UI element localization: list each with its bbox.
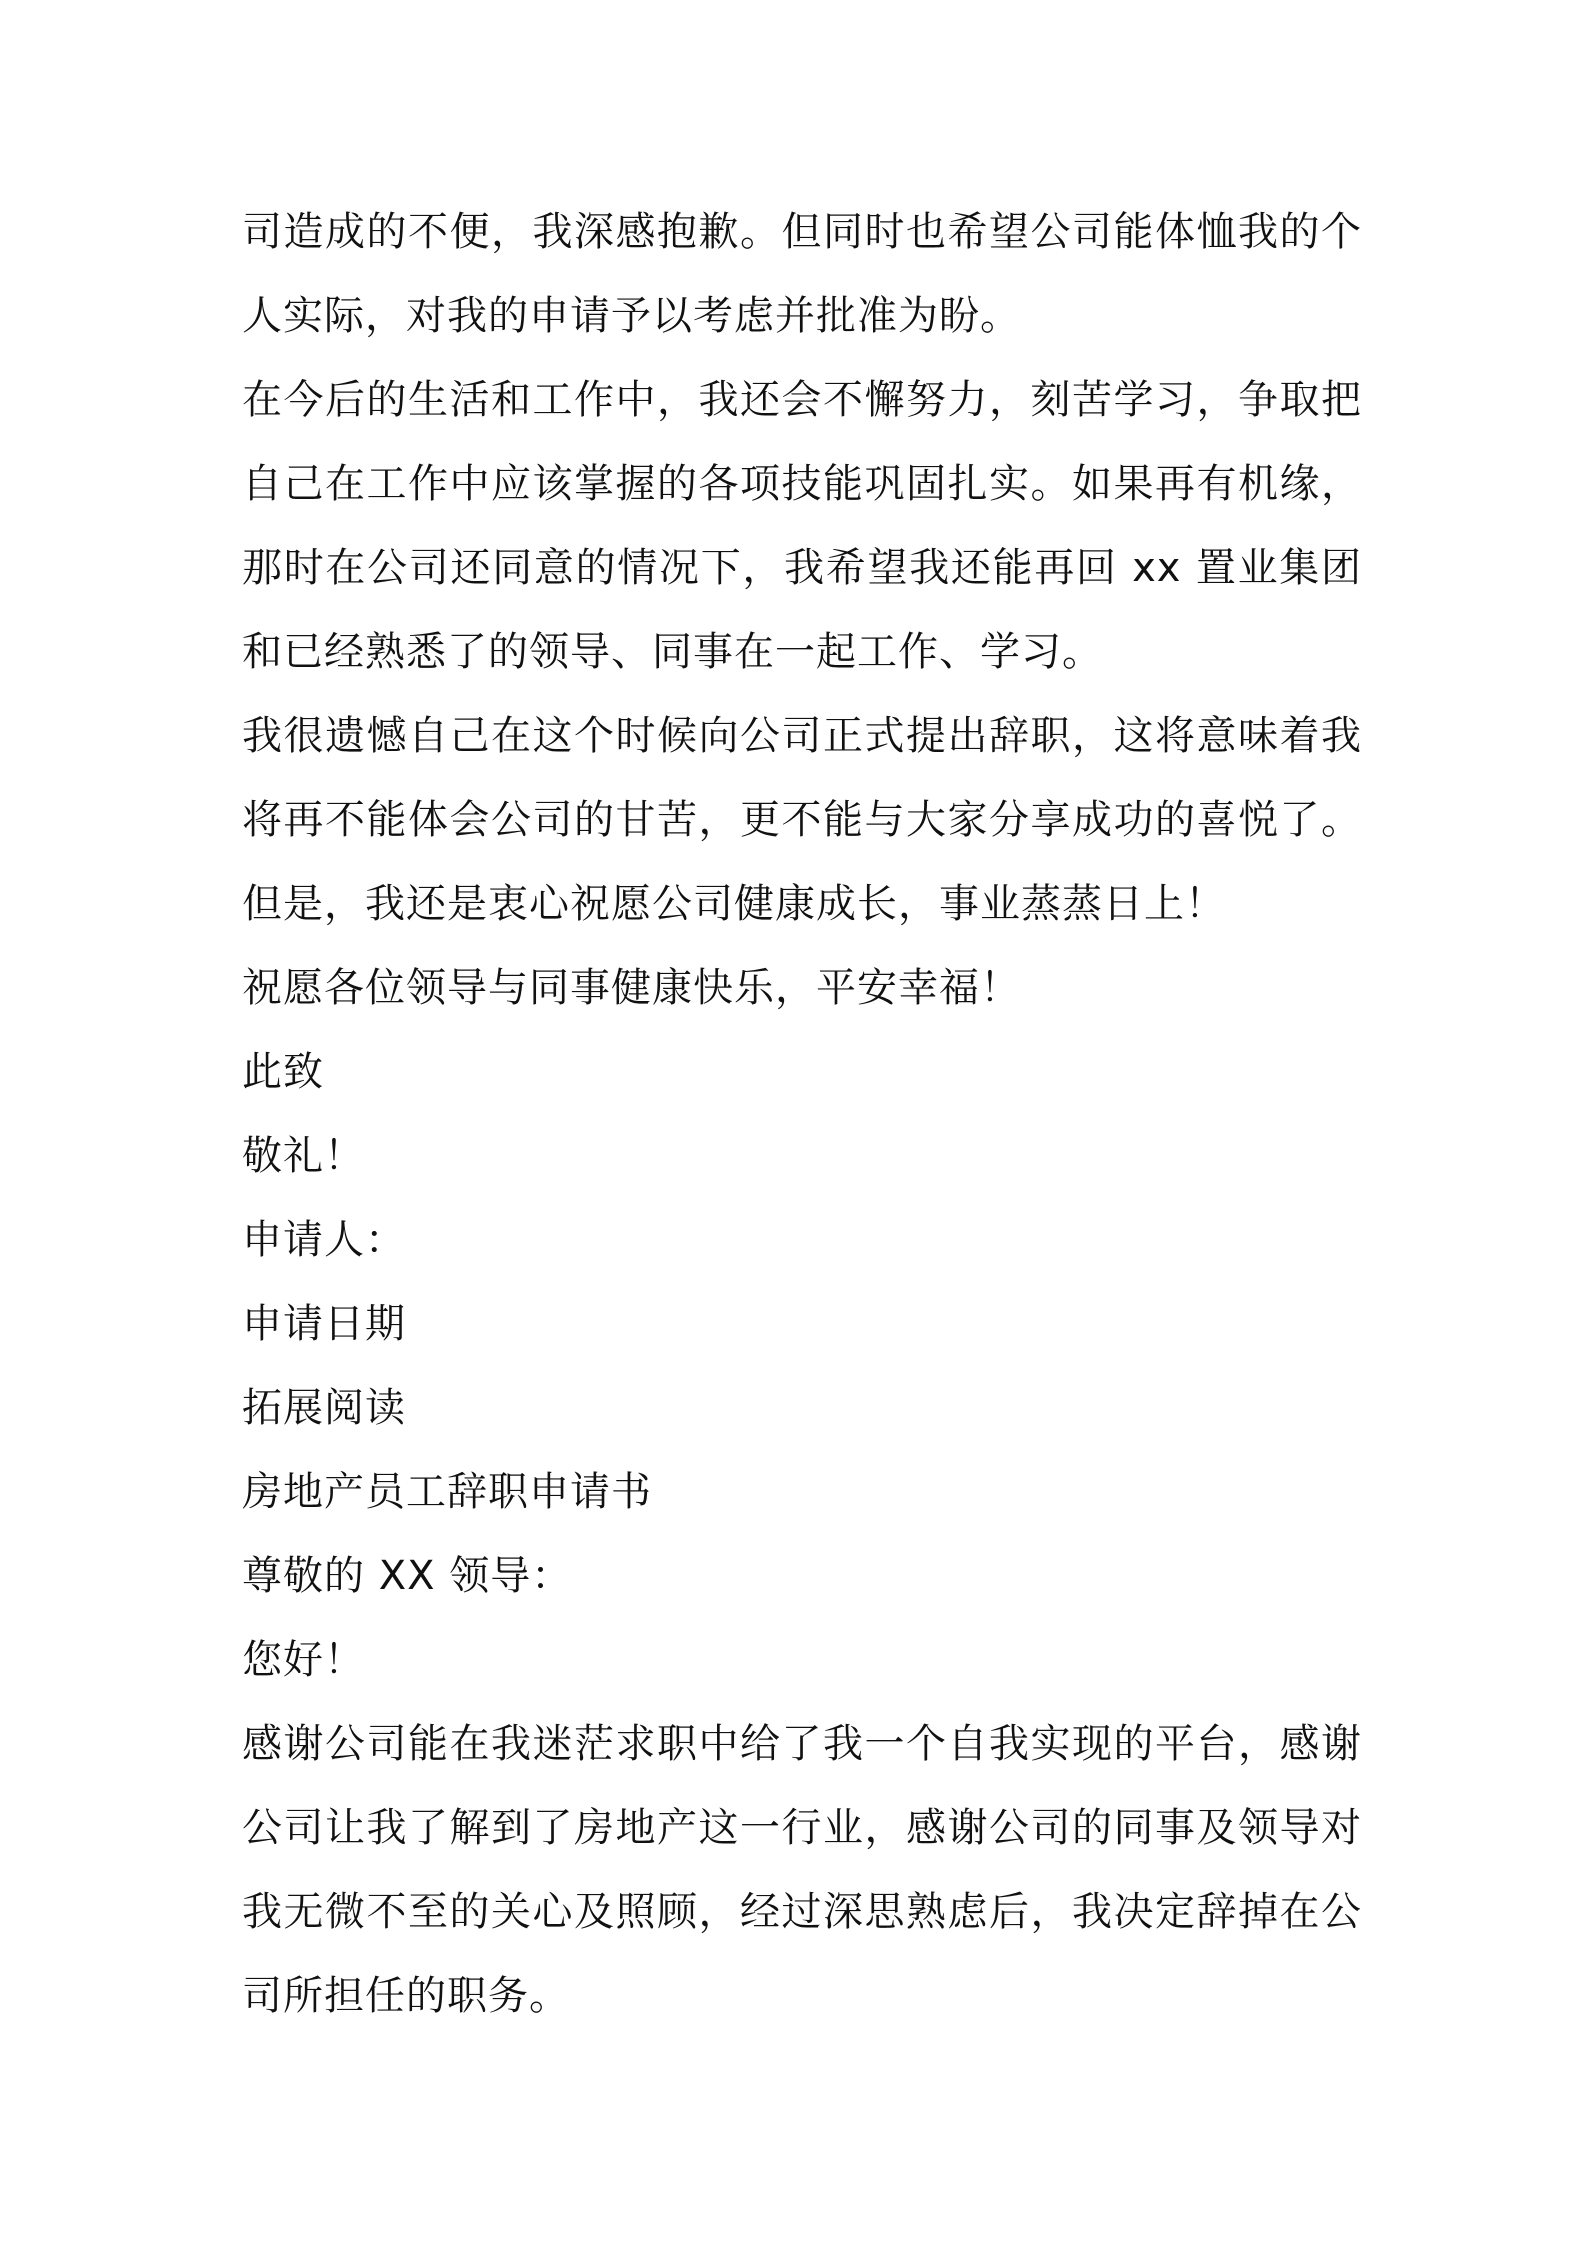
paragraph-gratitude: 感谢公司能在我迷茫求职中给了我一个自我实现的平台，感谢公司让我了解到了房地产这一行业，感谢公司的同事及领导对我无微不至的关心及照顾，经过深思熟虑后，我决定辞掉在公司所担任的职务。: [242, 1721, 1362, 2019]
greeting: 您好！: [242, 1637, 365, 1683]
extended-reading-heading: 拓展阅读: [242, 1385, 406, 1431]
closing-cizhi: 此致: [242, 1049, 324, 1095]
article-title: 房地产员工辞职申请书: [242, 1469, 652, 1515]
paragraph-apology: 司造成的不便，我深感抱歉。但同时也希望公司能体恤我的个人实际，对我的申请予以考虑并批准为盼。: [242, 209, 1362, 339]
paragraph-future-effort: 在今后的生活和工作中，我还会不懈努力，刻苦学习，争取把自己在工作中应该掌握的各项技能巩固扎实。如果再有机缘，那时在公司还同意的情况下，我希望我还能再回 xx 置业集团和已经熟悉了的领导、同事在一起工作、学习。: [242, 377, 1362, 675]
paragraph-wishes: 祝愿各位领导与同事健康快乐，平安幸福！: [242, 965, 1021, 1011]
document-body: [242, 190, 1362, 2038]
salutation: 尊敬的 XX 领导：: [242, 1553, 573, 1599]
application-date-label: 申请日期: [242, 1301, 406, 1347]
applicant-label: 申请人：: [242, 1217, 406, 1263]
closing-jingli: 敬礼！: [242, 1133, 365, 1179]
paragraph-resignation-regret: 我很遗憾自己在这个时候向公司正式提出辞职，这将意味着我将再不能体会公司的甘苦，更不能与大家分享成功的喜悦了。但是，我还是衷心祝愿公司健康成长，事业蒸蒸日上！: [242, 713, 1362, 927]
